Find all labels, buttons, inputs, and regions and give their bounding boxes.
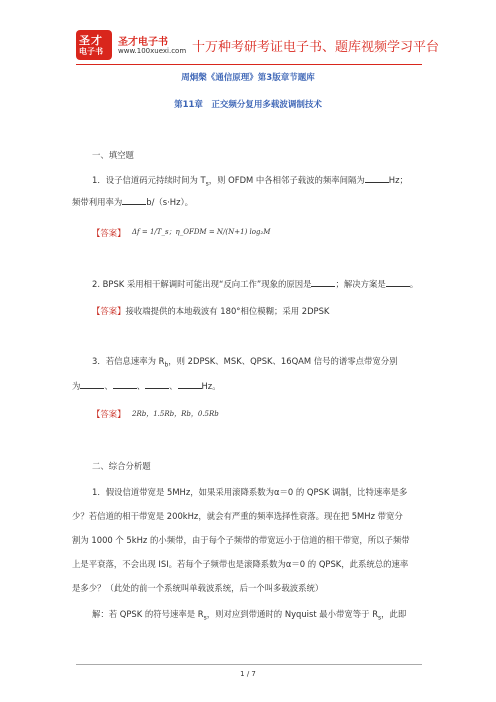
q1-text-a: 1．设子信道码元持续时间为 T: [92, 175, 206, 185]
section-heading-analysis: 二、综合分析题: [92, 461, 151, 471]
question-2-line-1: [92, 278, 418, 290]
q2-text-b: ；解决方案是: [335, 279, 386, 289]
analysis-para-line-1: 1．假设信道带宽是 5MHz，如果采用滚降系数为α＝0 的 QPSK 调制，比特速率是多: [92, 487, 408, 497]
q3-answer-formula: 2Rb，1.5Rb，Rb，0.5Rb: [132, 410, 219, 418]
q3-blank-4: [178, 380, 202, 389]
book-title: 周炯槃《通信原理》第3版章节题库: [181, 73, 315, 83]
solution-line-1: [92, 608, 406, 622]
q1-text-c: Hz；: [388, 175, 408, 185]
header-divider: [76, 64, 422, 65]
q2-blank-2: [386, 278, 410, 287]
q2-text-a: 2. BPSK 采用相干解调时可能出现“反向工作”现象的原因是: [92, 279, 312, 289]
q3-subscript: b: [164, 361, 169, 369]
q1-blank-2: [122, 196, 146, 205]
q2-answer-label: 【答案】: [92, 306, 126, 316]
q3-text-end: Hz。: [201, 381, 221, 391]
analysis-para-line-5: 是多少？（此处的前一个系统叫单载波系统，后一个叫多载波系统）: [72, 583, 324, 593]
q3-blank-1: [80, 380, 104, 389]
q2-blank-1: [311, 278, 335, 287]
logo-text-bottom: 电子书: [79, 47, 103, 56]
section-heading-fill-blank: 一、填空题: [92, 150, 134, 160]
q3-blank-2: [113, 380, 137, 389]
q1-answer-formula: Δf = 1/T_s；η_OFDM = N/(N+1) log₂M: [132, 228, 271, 236]
brand-name: 圣才电子书: [118, 37, 168, 48]
q3-sep-1: 、: [104, 381, 113, 391]
q3-text-c: 为: [72, 381, 81, 391]
q1-text-d: 频带利用率为: [72, 197, 123, 207]
q1-subscript: s: [205, 180, 209, 188]
q3-text-b: ，则 2DPSK、MSK、QPSK、16QAM 信号的谱零点带宽分别: [168, 356, 398, 366]
analysis-para-line-3: 割为 1000 个 5kHz 的小频带，由于每个子频带的带宽远小于信道的相干带宽，所以子频带: [72, 535, 410, 545]
q3-text-a: 3．若信息速率为 R: [92, 356, 165, 366]
question-1-line-1: [92, 174, 408, 188]
q3-sep-3: 、: [169, 381, 178, 391]
q1-answer-label: 【答案】: [92, 228, 126, 238]
solution-text-c: ，此即: [381, 609, 407, 619]
brand-url[interactable]: www.100xuexi.com: [118, 47, 187, 55]
chapter-title: 第11章 正交频分复用多载波调制技术: [174, 100, 322, 110]
page-number: 1 / 7: [240, 670, 256, 678]
solution-label: 解：: [92, 609, 109, 619]
question-3-line-2: [72, 380, 221, 392]
logo-text-top: 圣才: [79, 34, 103, 47]
q3-sep-2: 、: [136, 381, 146, 391]
q2-text-c: 。: [409, 279, 419, 289]
solution-text-b: ，则对应到带通时的 Nyquist 最小带宽等于 R: [206, 609, 379, 619]
q2-answer-text: 接收端提供的本地载波有 180°相位模糊；采用 2DPSK: [125, 306, 330, 316]
solution-sub-1: s: [203, 614, 207, 622]
solution-text-a: 若 QPSK 的符号速率是 R: [108, 609, 204, 619]
footer-divider: [76, 664, 422, 665]
q1-text-e: b/（s·Hz）。: [146, 197, 194, 207]
header-slogan: 十万种考研考证电子书、题库视频学习平台: [192, 40, 440, 55]
q1-blank-1: [365, 174, 389, 183]
analysis-para-line-2: 少？若信道的相干带宽是 200kHz，就会有严重的频率选择性衰落。现在把 5MHz 带宽分: [72, 511, 403, 521]
q2-answer: [92, 305, 329, 317]
q3-answer-label: 【答案】: [92, 409, 126, 419]
q1-text-b: ，则 OFDM 中各相邻子载波的频率间隔为: [208, 175, 365, 185]
question-3-line-1: [92, 355, 398, 369]
q3-blank-3: [145, 380, 169, 389]
analysis-para-line-4: 上是平衰落，不会出现 ISI。若每个子频带也是滚降系数为α＝0 的 QPSK，此系统总的速率: [72, 559, 409, 569]
solution-sub-2: s: [378, 614, 382, 622]
question-1-line-2: [72, 196, 193, 208]
